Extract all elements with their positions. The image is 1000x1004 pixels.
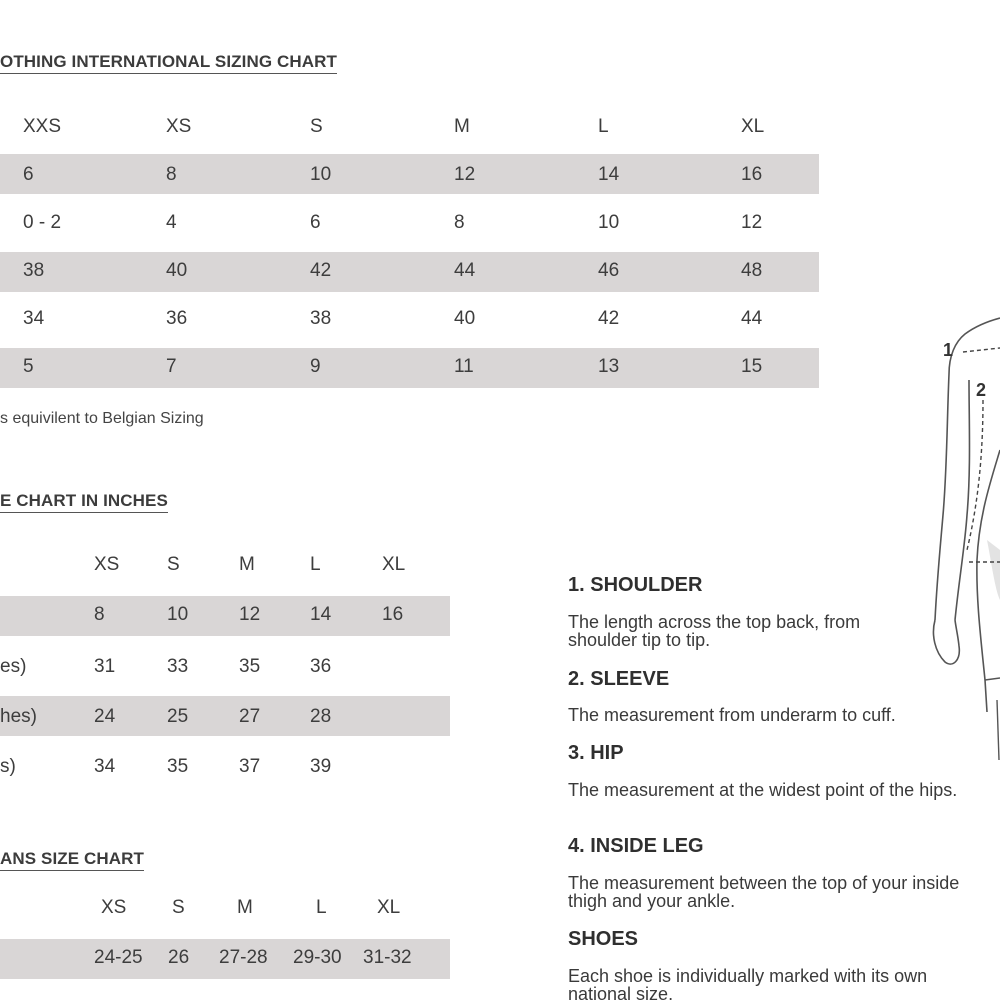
column-header: S (310, 116, 323, 137)
table-cell: 44 (454, 260, 476, 281)
table-cell: 7 (166, 356, 177, 377)
table-cell: 35 (167, 756, 189, 777)
table-cell: 46 (598, 260, 620, 281)
table-cell: 27-28 (219, 947, 268, 968)
table-cell: 12 (454, 164, 476, 185)
guide-text-sleeve: The measurement from underarm to cuff. (568, 705, 896, 725)
figure-marker-1: 1 (943, 340, 954, 360)
row-label: s) (0, 756, 16, 777)
sizing-footnote: s equivilent to Belgian Sizing (0, 410, 204, 427)
table-cell: 25 (167, 706, 189, 727)
table-cell: 26 (168, 947, 190, 968)
column-header: L (598, 116, 609, 137)
jeans-chart-title: ANS SIZE CHART (0, 849, 144, 871)
table-cell: 29-30 (293, 947, 342, 968)
body-measurement-figure (925, 300, 1000, 760)
column-header: XL (382, 554, 406, 575)
table-cell: 34 (94, 756, 116, 777)
table-cell: 38 (23, 260, 45, 281)
table-cell: 24-25 (94, 947, 143, 968)
table-cell: 36 (166, 308, 188, 329)
column-header: XS (101, 897, 127, 918)
table-cell: 33 (167, 656, 189, 677)
table-cell: 14 (598, 164, 620, 185)
table-cell: 6 (310, 212, 321, 233)
column-header: L (316, 897, 327, 918)
table-row-band (0, 696, 450, 736)
column-header: S (172, 897, 185, 918)
table-cell: 40 (166, 260, 188, 281)
table-cell: 16 (382, 604, 404, 625)
table-cell: 48 (741, 260, 763, 281)
international-chart-title: OTHING INTERNATIONAL SIZING CHART (0, 52, 337, 74)
table-cell: 12 (741, 212, 763, 233)
column-header: L (310, 554, 321, 575)
table-cell: 31 (94, 656, 116, 677)
guide-text-shoes: Each shoe is individually marked with its own national size. (568, 966, 928, 1004)
table-cell: 12 (239, 604, 261, 625)
table-cell: 38 (310, 308, 332, 329)
table-cell: 0 - 2 (23, 212, 62, 233)
column-header: XS (166, 116, 192, 137)
row-label: es) (0, 656, 27, 677)
table-cell: 10 (598, 212, 620, 233)
table-cell: 31-32 (363, 947, 412, 968)
guide-text-shoulder: The length across the top back, from shoulder tip to tip. (568, 612, 861, 650)
guide-title-hip: 3. HIP (568, 742, 624, 764)
body-outline-illustration (925, 300, 1000, 760)
table-cell: 37 (239, 756, 261, 777)
column-header: XL (377, 897, 401, 918)
table-cell: 24 (94, 706, 116, 727)
guide-title-sleeve: 2. SLEEVE (568, 668, 670, 690)
table-cell: 5 (23, 356, 34, 377)
table-cell: 16 (741, 164, 763, 185)
column-header: XS (94, 554, 120, 575)
guide-title-inside-leg: 4. INSIDE LEG (568, 835, 704, 857)
table-row-band (0, 154, 819, 194)
table-cell: 9 (310, 356, 321, 377)
table-cell: 10 (310, 164, 332, 185)
table-cell: 39 (310, 756, 332, 777)
table-cell: 42 (598, 308, 620, 329)
column-header: M (237, 897, 253, 918)
table-cell: 11 (454, 356, 474, 377)
table-cell: 13 (598, 356, 620, 377)
table-cell: 6 (23, 164, 34, 185)
guide-text-hip: The measurement at the widest point of the hips. (568, 780, 958, 800)
column-header: XXS (23, 116, 62, 137)
table-cell: 8 (94, 604, 105, 625)
table-cell: 34 (23, 308, 45, 329)
table-cell: 42 (310, 260, 332, 281)
inches-chart-title: E CHART IN INCHES (0, 491, 168, 513)
guide-text-inside-leg: The measurement between the top of your inside thigh and your ankle. (568, 873, 960, 911)
table-cell: 27 (239, 706, 261, 727)
table-row-band (0, 252, 819, 292)
table-cell: 44 (741, 308, 763, 329)
column-header: S (167, 554, 180, 575)
table-cell: 14 (310, 604, 332, 625)
table-cell: 8 (454, 212, 465, 233)
row-label: hes) (0, 706, 37, 727)
table-cell: 28 (310, 706, 332, 727)
table-cell: 35 (239, 656, 261, 677)
table-cell: 4 (166, 212, 177, 233)
column-header: M (239, 554, 255, 575)
table-cell: 40 (454, 308, 476, 329)
table-row-band (0, 348, 819, 388)
column-header: XL (741, 116, 765, 137)
table-cell: 8 (166, 164, 177, 185)
table-cell: 36 (310, 656, 332, 677)
guide-title-shoes: SHOES (568, 928, 639, 950)
column-header: M (454, 116, 470, 137)
table-cell: 15 (741, 356, 763, 377)
table-cell: 10 (167, 604, 189, 625)
guide-title-shoulder: 1. SHOULDER (568, 574, 703, 596)
figure-marker-2: 2 (976, 380, 987, 400)
